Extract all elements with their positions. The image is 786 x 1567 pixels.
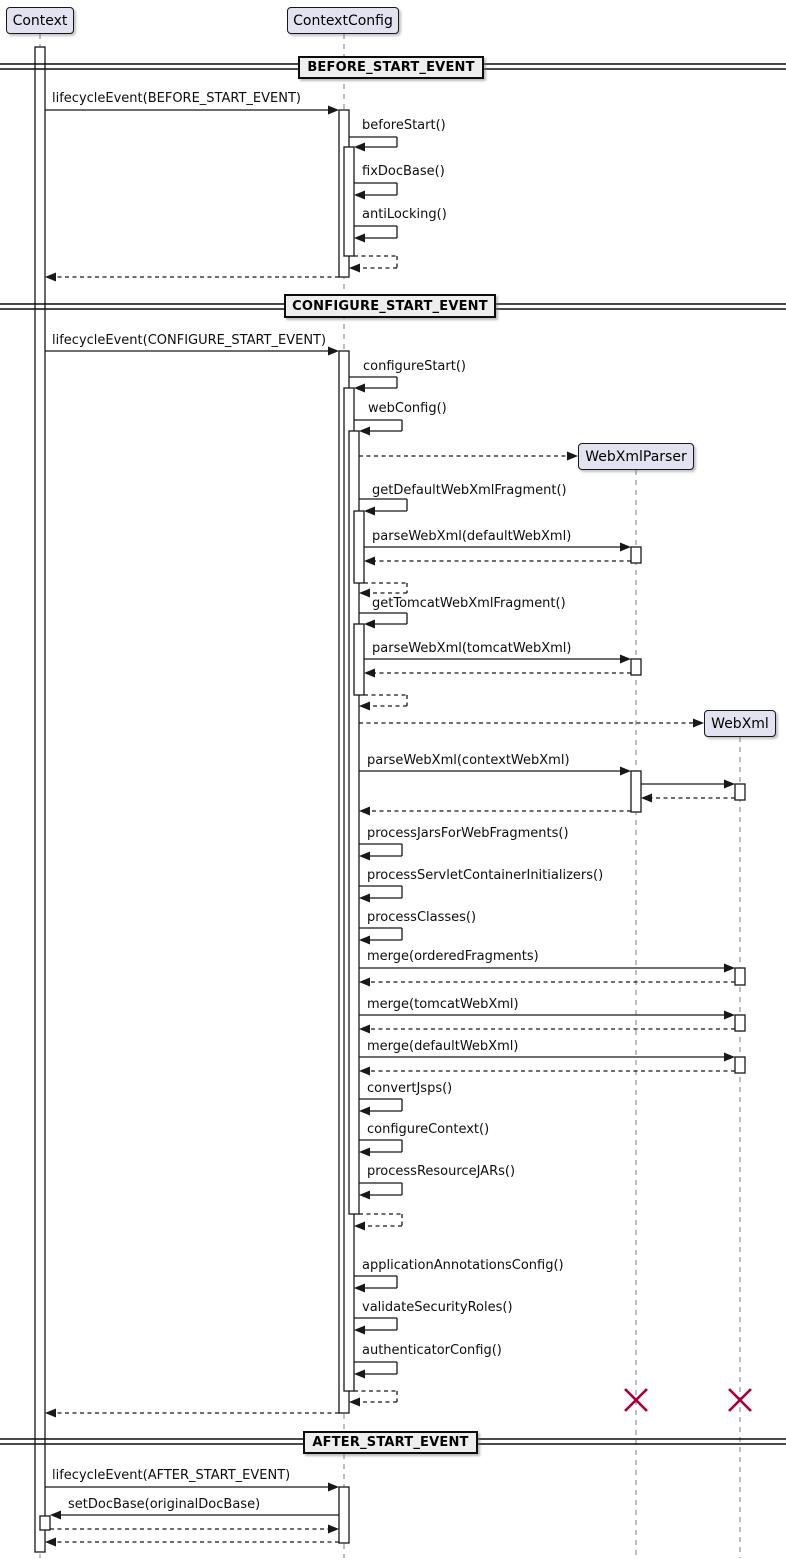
solid-arrowhead-icon	[328, 1483, 339, 1492]
participant-context: Context	[6, 7, 74, 34]
self-return-arrowhead-icon	[364, 620, 375, 629]
message-label: processResourceJARs()	[367, 1164, 516, 1179]
message-label: merge(orderedFragments)	[367, 949, 539, 964]
message-label: parseWebXml(tomcatWebXml)	[372, 641, 572, 656]
self-return-arrowhead-icon	[354, 1370, 365, 1379]
self-return-arrowhead-icon	[359, 702, 370, 711]
dashed-arrowhead-icon	[359, 1067, 370, 1076]
message-label: setDocBase(originalDocBase)	[68, 1497, 261, 1512]
self-return-arrowhead-icon	[349, 1398, 360, 1407]
solid-arrowhead-icon	[328, 106, 339, 115]
dashed-arrowhead-icon	[364, 557, 375, 566]
dashed-arrowhead-icon	[359, 1025, 370, 1034]
solid-arrowhead-icon	[620, 655, 631, 664]
message-label: getDefaultWebXmlFragment()	[372, 483, 567, 498]
message-label: processClasses()	[367, 910, 477, 925]
message-label: parseWebXml(defaultWebXml)	[372, 529, 572, 544]
message-label: configureStart()	[363, 359, 466, 374]
activation-bar	[339, 1487, 349, 1543]
self-return-arrowhead-icon	[364, 507, 375, 516]
solid-arrowhead-icon	[724, 780, 735, 789]
message-label: getTomcatWebXmlFragment()	[372, 596, 566, 611]
solid-arrowhead-icon	[620, 767, 631, 776]
message-label: configureContext()	[367, 1122, 490, 1137]
self-return-arrowhead-icon	[359, 1107, 370, 1116]
self-return-arrowhead-icon	[354, 1222, 365, 1231]
self-return-arrowhead-icon	[359, 589, 370, 598]
message-label: applicationAnnotationsConfig()	[362, 1258, 564, 1273]
message-label: authenticatorConfig()	[362, 1343, 502, 1358]
activation-bar	[735, 784, 745, 800]
activation-bar	[354, 624, 364, 695]
activation-bar	[735, 1015, 745, 1031]
message-label: antiLocking()	[362, 207, 447, 222]
self-return-arrowhead-icon	[359, 1191, 370, 1200]
dashed-arrowhead-icon	[45, 1538, 56, 1547]
self-return-arrowhead-icon	[354, 191, 365, 200]
message-label: lifecycleEvent(AFTER_START_EVENT)	[52, 1468, 291, 1483]
message-label: processJarsForWebFragments()	[367, 826, 569, 841]
solid-arrowhead-icon	[50, 1511, 61, 1520]
solid-arrowhead-icon	[724, 964, 735, 973]
message-label: merge(tomcatWebXml)	[367, 997, 519, 1012]
self-return-arrowhead-icon	[359, 1148, 370, 1157]
message-label: webConfig()	[368, 401, 447, 416]
participant-webxmlparser: WebXmlParser	[578, 443, 694, 470]
activation-bar	[40, 1516, 50, 1530]
divider-configure-start-event: CONFIGURE_START_EVENT	[284, 294, 496, 318]
dashed-arrowhead-icon	[45, 273, 56, 282]
dashed-arrowhead-icon	[641, 794, 652, 803]
solid-arrowhead-icon	[724, 1053, 735, 1062]
message-label: lifecycleEvent(BEFORE_START_EVENT)	[52, 91, 301, 106]
message-label: merge(defaultWebXml)	[367, 1039, 519, 1054]
activation-bar	[631, 659, 641, 675]
activation-bar	[344, 147, 354, 256]
activation-bar	[35, 47, 45, 1552]
solid-arrowhead-icon	[328, 347, 339, 356]
self-return-arrowhead-icon	[354, 1284, 365, 1293]
activation-bar	[631, 547, 641, 563]
self-return-arrowhead-icon	[354, 1326, 365, 1335]
message-label: lifecycleEvent(CONFIGURE_START_EVENT)	[52, 333, 327, 348]
message-label: convertJsps()	[367, 1081, 453, 1096]
message-label: parseWebXml(contextWebXml)	[367, 753, 570, 768]
self-return-arrowhead-icon	[354, 234, 365, 243]
divider-after-start-event: AFTER_START_EVENT	[303, 1431, 478, 1454]
dashed-arrowhead-icon	[45, 1409, 56, 1418]
message-label: beforeStart()	[362, 118, 446, 133]
self-return-arrowhead-icon	[354, 384, 365, 393]
message-label: processServletContainerInitializers()	[367, 868, 604, 883]
self-return-arrowhead-icon	[354, 143, 365, 152]
self-return-arrowhead-icon	[359, 852, 370, 861]
dashed-arrowhead-icon	[359, 978, 370, 987]
solid-arrowhead-icon	[620, 543, 631, 552]
self-return-arrowhead-icon	[359, 894, 370, 903]
message-label: validateSecurityRoles()	[362, 1300, 513, 1315]
participant-contextconfig: ContextConfig	[287, 7, 399, 34]
participant-webxml: WebXml	[704, 710, 776, 737]
dashed-arrowhead-icon	[364, 669, 375, 678]
divider-before-start-event: BEFORE_START_EVENT	[298, 56, 484, 79]
create-arrowhead-icon	[567, 452, 578, 461]
activation-bar	[631, 771, 641, 812]
self-return-arrowhead-icon	[349, 264, 360, 273]
self-return-arrowhead-icon	[359, 427, 370, 436]
create-arrowhead-icon	[693, 719, 704, 728]
self-return-arrowhead-icon	[359, 936, 370, 945]
solid-arrowhead-icon	[724, 1011, 735, 1020]
activation-bar	[735, 1057, 745, 1073]
activation-bar	[735, 968, 745, 985]
activation-bar	[354, 511, 364, 583]
dashed-arrowhead-icon	[328, 1525, 339, 1534]
dashed-arrowhead-icon	[359, 807, 370, 816]
message-label: fixDocBase()	[362, 164, 445, 179]
